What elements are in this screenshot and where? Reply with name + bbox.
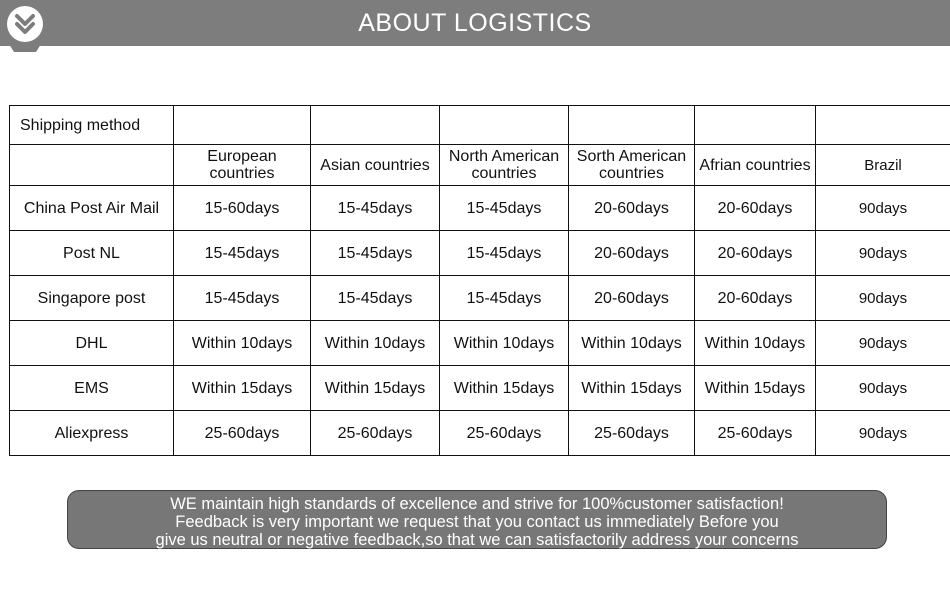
delivery-time: 15-45days: [174, 276, 311, 321]
delivery-time: 15-45days: [174, 231, 311, 276]
method-name: Singapore post: [10, 276, 174, 321]
delivery-time: Within 10days: [440, 321, 569, 366]
region-header: Sorth American countries: [569, 145, 695, 186]
empty-cell: [174, 106, 311, 145]
delivery-time: 25-60days: [311, 411, 440, 456]
region-header: European countries: [174, 145, 311, 186]
delivery-time: 15-45days: [440, 276, 569, 321]
delivery-time: Within 10days: [569, 321, 695, 366]
delivery-time: 90days: [816, 276, 950, 321]
delivery-time: 20-60days: [695, 276, 816, 321]
region-header: Brazil: [816, 145, 950, 186]
empty-cell: [10, 145, 174, 186]
region-header: Afrian countries: [695, 145, 816, 186]
delivery-time: Within 10days: [695, 321, 816, 366]
method-name: DHL: [10, 321, 174, 366]
delivery-time: Within 15days: [569, 366, 695, 411]
table-row: [10, 411, 950, 456]
delivery-time: 90days: [816, 366, 950, 411]
delivery-time: 25-60days: [695, 411, 816, 456]
delivery-time: 15-45days: [311, 276, 440, 321]
delivery-time: Within 15days: [311, 366, 440, 411]
empty-cell: [695, 106, 816, 145]
notice-line: WE maintain high standards of excellence and strive for 100%customer satisfaction!: [170, 495, 784, 513]
region-header: North American countries: [440, 145, 569, 186]
table-row: [10, 276, 950, 321]
method-name: Aliexpress: [10, 411, 174, 456]
delivery-time: 20-60days: [569, 231, 695, 276]
region-header-row: [10, 145, 950, 186]
notice-line: give us neutral or negative feedback,so that we can satisfactorily address your concerns: [155, 531, 799, 549]
delivery-time: 15-60days: [174, 186, 311, 231]
table-row: [10, 186, 950, 231]
empty-cell: [311, 106, 440, 145]
delivery-time: 20-60days: [695, 186, 816, 231]
empty-cell: [816, 106, 950, 145]
delivery-time: Within 10days: [174, 321, 311, 366]
delivery-time: Within 10days: [311, 321, 440, 366]
table-row: [10, 366, 950, 411]
table-row: [10, 321, 950, 366]
delivery-time: 20-60days: [695, 231, 816, 276]
shipping-table: [9, 105, 950, 456]
delivery-time: 90days: [816, 321, 950, 366]
header-bar: [0, 0, 950, 46]
shipping-method-label: Shipping method: [10, 106, 174, 145]
empty-cell: [440, 106, 569, 145]
customer-satisfaction-notice: [67, 490, 887, 549]
empty-cell: [569, 106, 695, 145]
delivery-time: 90days: [816, 231, 950, 276]
delivery-time: 20-60days: [569, 276, 695, 321]
delivery-time: 25-60days: [174, 411, 311, 456]
delivery-time: 20-60days: [569, 186, 695, 231]
method-name: Post NL: [10, 231, 174, 276]
delivery-time: 15-45days: [311, 231, 440, 276]
delivery-time: Within 15days: [174, 366, 311, 411]
delivery-time: Within 15days: [440, 366, 569, 411]
delivery-time: Within 15days: [695, 366, 816, 411]
method-name: EMS: [10, 366, 174, 411]
page-title: ABOUT LOGISTICS: [358, 9, 592, 37]
delivery-time: 90days: [816, 186, 950, 231]
delivery-time: 15-45days: [440, 186, 569, 231]
notice-line: Feedback is very important we request that you contact us immediately Before you: [175, 513, 779, 531]
delivery-time: 90days: [816, 411, 950, 456]
region-header: Asian countries: [311, 145, 440, 186]
delivery-time: 15-45days: [311, 186, 440, 231]
table-row: [10, 231, 950, 276]
table-title-row: [10, 106, 950, 145]
delivery-time: 25-60days: [569, 411, 695, 456]
delivery-time: 25-60days: [440, 411, 569, 456]
method-name: China Post Air Mail: [10, 186, 174, 231]
delivery-time: 15-45days: [440, 231, 569, 276]
